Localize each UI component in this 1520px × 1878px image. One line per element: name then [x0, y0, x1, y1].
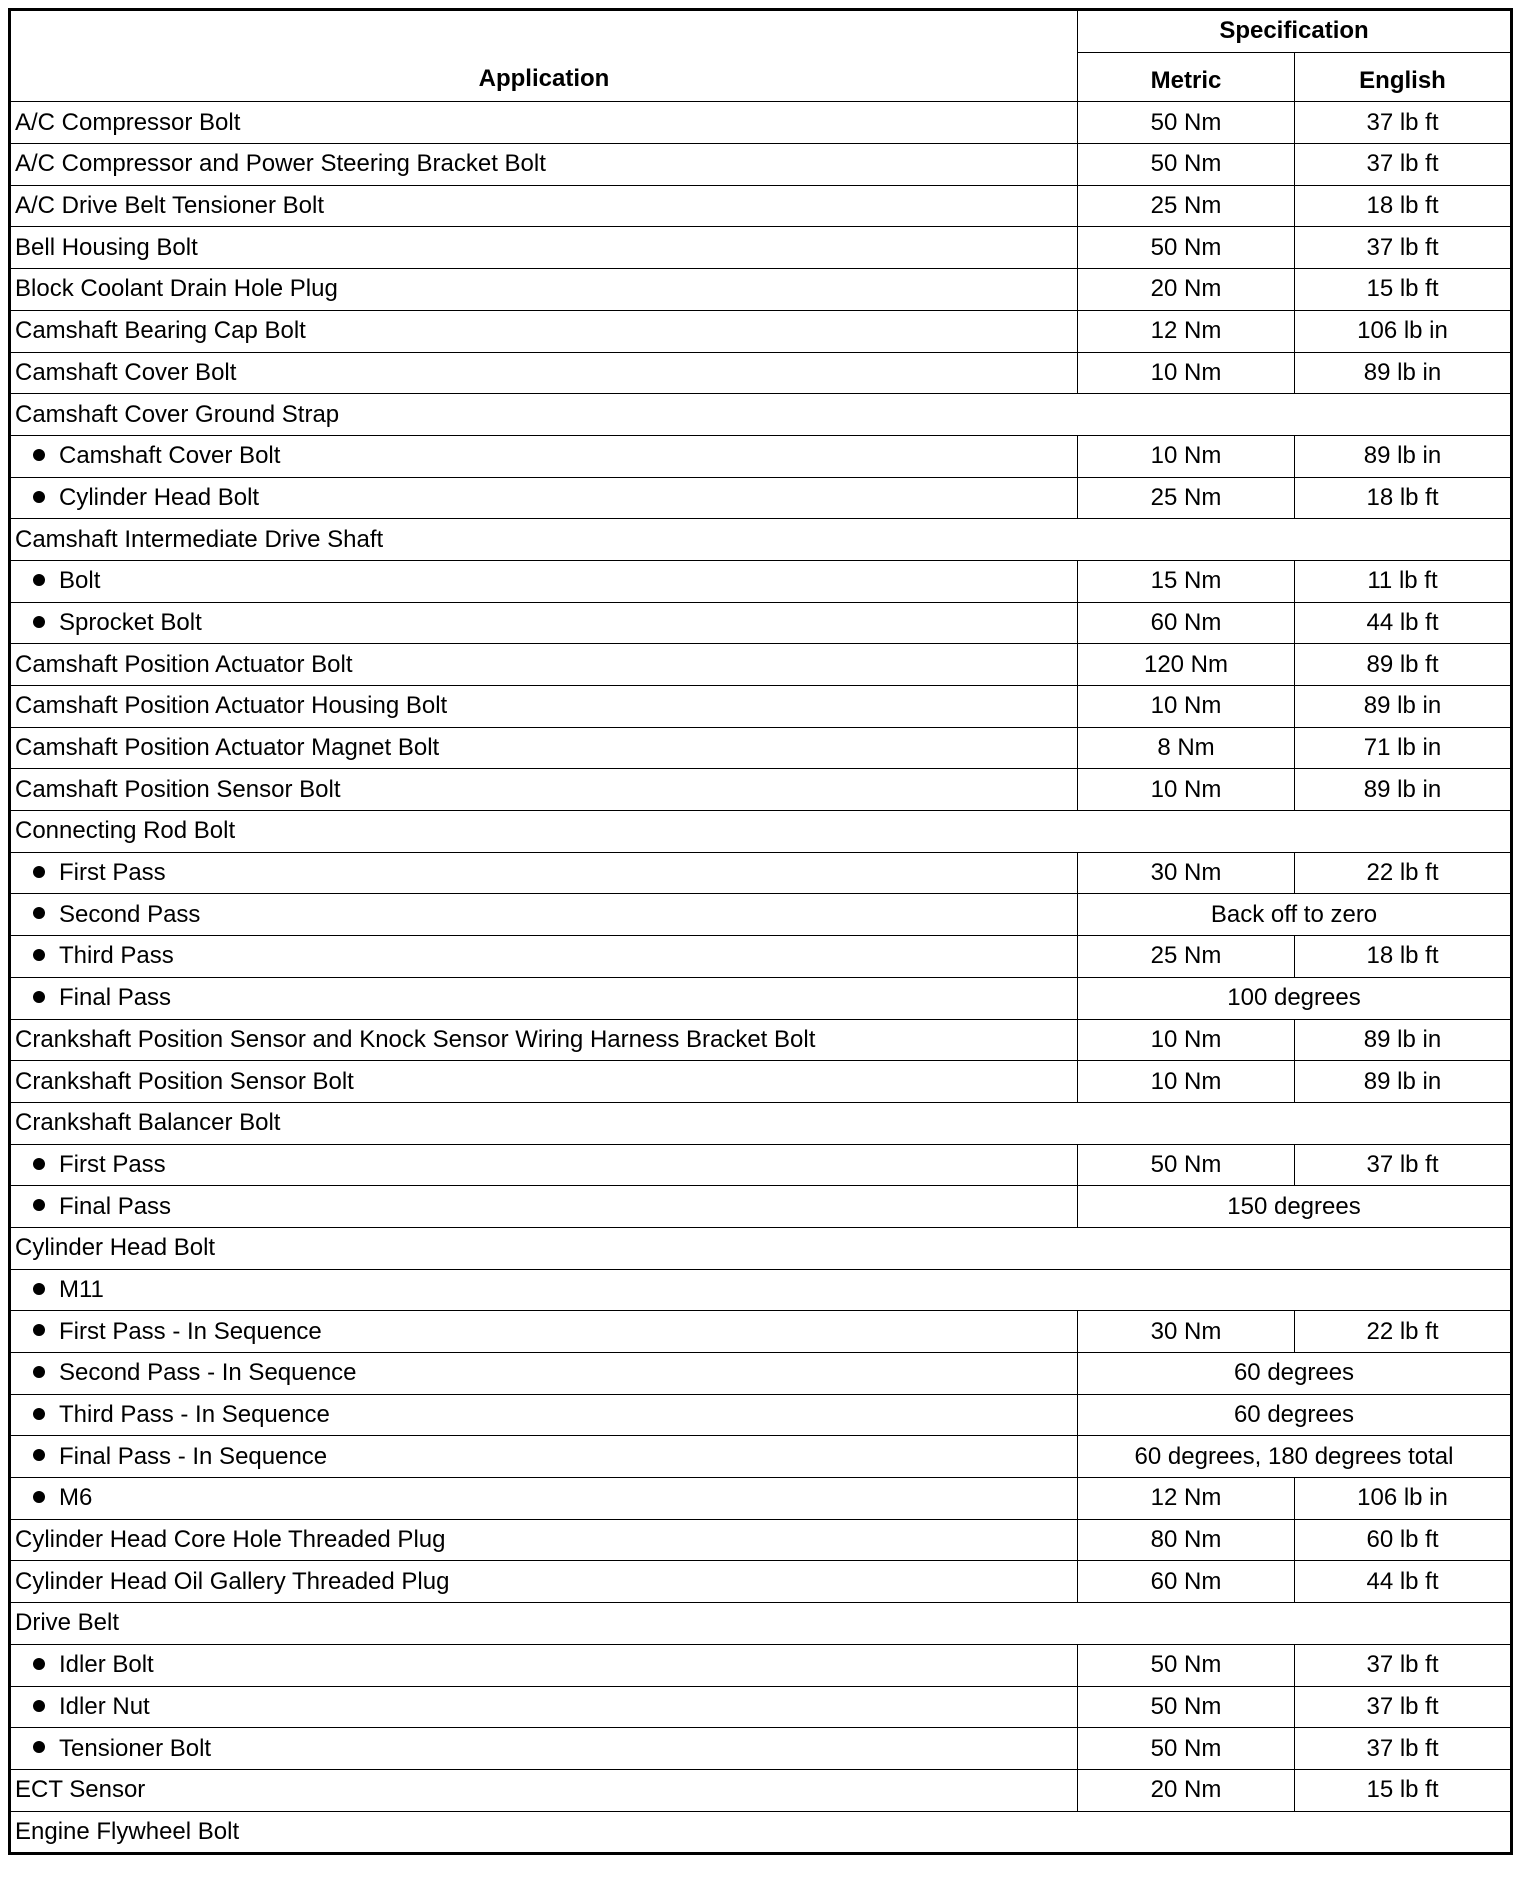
english-cell: 37 lb ft	[1295, 102, 1512, 144]
metric-cell: 50 Nm	[1078, 1144, 1295, 1186]
bullet-icon	[33, 1408, 45, 1420]
application-label: Cylinder Head Bolt	[15, 1234, 216, 1262]
table-row	[10, 269, 1512, 311]
table-row	[10, 686, 1512, 728]
application-cell	[10, 519, 1512, 561]
english-cell: 89 lb in	[1295, 1019, 1512, 1061]
application-cell	[10, 477, 1078, 519]
application-cell	[10, 1478, 1078, 1520]
english-cell: 18 lb ft	[1295, 936, 1512, 978]
metric-cell: 20 Nm	[1078, 1769, 1295, 1811]
english-cell: 37 lb ft	[1295, 1686, 1512, 1728]
table-row	[10, 1227, 1512, 1269]
bullet-icon	[33, 1199, 45, 1211]
application-cell	[10, 894, 1078, 936]
table-row	[10, 1436, 1512, 1478]
metric-cell: 60 Nm	[1078, 1561, 1295, 1603]
table-row	[10, 1353, 1512, 1395]
bullet-icon	[33, 1741, 45, 1753]
application-cell	[10, 394, 1512, 436]
metric-cell: 10 Nm	[1078, 435, 1295, 477]
application-cell	[10, 1811, 1512, 1854]
application-cell	[10, 1644, 1078, 1686]
application-cell	[10, 1353, 1078, 1395]
table-row	[10, 310, 1512, 352]
metric-cell: 20 Nm	[1078, 269, 1295, 311]
metric-cell: 25 Nm	[1078, 936, 1295, 978]
metric-cell: 30 Nm	[1078, 1311, 1295, 1353]
table-row	[10, 1061, 1512, 1103]
application-label: Crankshaft Position Sensor and Knock Sensor Wiring Harness Bracket Bolt	[15, 1025, 816, 1053]
application-label: Final Pass	[59, 984, 172, 1012]
table-row	[10, 602, 1512, 644]
english-cell: 15 lb ft	[1295, 269, 1512, 311]
application-cell	[10, 1227, 1512, 1269]
application-cell	[10, 102, 1078, 144]
application-label: Connecting Rod Bolt	[15, 817, 236, 845]
application-cell	[10, 1394, 1078, 1436]
table-row	[10, 185, 1512, 227]
application-label: Third Pass - In Sequence	[59, 1401, 330, 1429]
application-cell	[10, 1519, 1078, 1561]
metric-cell: 15 Nm	[1078, 560, 1295, 602]
english-cell: 71 lb in	[1295, 727, 1512, 769]
application-cell	[10, 1144, 1078, 1186]
application-cell	[10, 1102, 1512, 1144]
metric-cell: 50 Nm	[1078, 102, 1295, 144]
table-row	[10, 1311, 1512, 1353]
table-row	[10, 769, 1512, 811]
table-body	[10, 102, 1512, 1854]
english-cell: 37 lb ft	[1295, 1644, 1512, 1686]
application-cell	[10, 936, 1078, 978]
application-label: Second Pass - In Sequence	[59, 1359, 357, 1387]
english-cell: 89 lb in	[1295, 769, 1512, 811]
application-label: Final Pass - In Sequence	[59, 1442, 328, 1470]
metric-cell: 120 Nm	[1078, 644, 1295, 686]
application-cell	[10, 602, 1078, 644]
metric-cell: 30 Nm	[1078, 852, 1295, 894]
application-cell	[10, 1769, 1078, 1811]
torque-spec-table	[8, 8, 1513, 1855]
application-label: Sprocket Bolt	[59, 608, 202, 636]
english-cell: 89 lb in	[1295, 435, 1512, 477]
combined-spec-cell: 100 degrees	[1078, 977, 1512, 1019]
application-cell	[10, 1311, 1078, 1353]
metric-cell: 10 Nm	[1078, 1019, 1295, 1061]
metric-cell: 50 Nm	[1078, 144, 1295, 186]
english-cell: 89 lb in	[1295, 352, 1512, 394]
application-cell	[10, 185, 1078, 227]
table-row	[10, 1811, 1512, 1854]
application-label: Camshaft Position Sensor Bolt	[15, 775, 341, 803]
metric-cell: 8 Nm	[1078, 727, 1295, 769]
application-label: Idler Nut	[59, 1692, 150, 1720]
table-row	[10, 727, 1512, 769]
metric-cell: 50 Nm	[1078, 227, 1295, 269]
combined-spec-cell: 150 degrees	[1078, 1186, 1512, 1228]
application-cell	[10, 1436, 1078, 1478]
application-cell	[10, 1269, 1512, 1311]
header-row-top	[10, 10, 1512, 53]
combined-spec-cell: 60 degrees, 180 degrees total	[1078, 1436, 1512, 1478]
bullet-icon	[33, 1324, 45, 1336]
metric-cell: 50 Nm	[1078, 1686, 1295, 1728]
application-header: Application	[10, 10, 1078, 102]
application-cell	[10, 1728, 1078, 1770]
english-cell: 22 lb ft	[1295, 1311, 1512, 1353]
english-cell: 11 lb ft	[1295, 560, 1512, 602]
application-label: Cylinder Head Bolt	[59, 483, 260, 511]
english-cell: 89 lb in	[1295, 686, 1512, 728]
application-label: Camshaft Position Actuator Bolt	[15, 650, 353, 678]
bullet-icon	[33, 491, 45, 503]
english-cell: 44 lb ft	[1295, 602, 1512, 644]
application-label: Camshaft Intermediate Drive Shaft	[15, 525, 384, 553]
application-cell	[10, 811, 1512, 853]
table-row	[10, 1728, 1512, 1770]
application-cell	[10, 352, 1078, 394]
table-row	[10, 435, 1512, 477]
bullet-icon	[33, 949, 45, 961]
table-row	[10, 227, 1512, 269]
bullet-icon	[33, 574, 45, 586]
application-label: Third Pass	[59, 942, 174, 970]
bullet-icon	[33, 991, 45, 1003]
table-row	[10, 102, 1512, 144]
bullet-icon	[33, 1366, 45, 1378]
table-row	[10, 894, 1512, 936]
metric-cell: 80 Nm	[1078, 1519, 1295, 1561]
english-cell: 60 lb ft	[1295, 1519, 1512, 1561]
table-row	[10, 1394, 1512, 1436]
application-label: M6	[59, 1484, 93, 1512]
application-label: Second Pass	[59, 900, 201, 928]
application-cell	[10, 227, 1078, 269]
table-row	[10, 977, 1512, 1019]
metric-cell: 60 Nm	[1078, 602, 1295, 644]
english-cell: 37 lb ft	[1295, 144, 1512, 186]
application-cell	[10, 144, 1078, 186]
table-row	[10, 1144, 1512, 1186]
table-row	[10, 1603, 1512, 1645]
application-label: Bolt	[59, 567, 101, 595]
application-label: Tensioner Bolt	[59, 1734, 212, 1762]
english-cell: 89 lb in	[1295, 1061, 1512, 1103]
table-row	[10, 1269, 1512, 1311]
bullet-icon	[33, 907, 45, 919]
table-row	[10, 1644, 1512, 1686]
bullet-icon	[33, 1491, 45, 1503]
table-row	[10, 519, 1512, 561]
table-row	[10, 1478, 1512, 1520]
english-cell: 37 lb ft	[1295, 227, 1512, 269]
application-label: Crankshaft Position Sensor Bolt	[15, 1067, 354, 1095]
table-row	[10, 852, 1512, 894]
application-cell	[10, 1019, 1078, 1061]
application-cell	[10, 560, 1078, 602]
english-cell: 37 lb ft	[1295, 1144, 1512, 1186]
application-cell	[10, 1561, 1078, 1603]
application-label: Engine Flywheel Bolt	[15, 1817, 240, 1845]
specification-header: Specification	[1078, 10, 1512, 53]
bullet-icon	[33, 1449, 45, 1461]
english-header: English	[1295, 52, 1512, 102]
application-cell	[10, 1061, 1078, 1103]
english-cell: 18 lb ft	[1295, 477, 1512, 519]
application-label: Final Pass	[59, 1192, 172, 1220]
metric-cell: 10 Nm	[1078, 686, 1295, 728]
application-label: Cylinder Head Core Hole Threaded Plug	[15, 1526, 446, 1554]
metric-header: Metric	[1078, 52, 1295, 102]
combined-spec-cell: 60 degrees	[1078, 1353, 1512, 1395]
table-row	[10, 644, 1512, 686]
application-cell	[10, 435, 1078, 477]
table-row	[10, 1019, 1512, 1061]
application-label: Crankshaft Balancer Bolt	[15, 1109, 281, 1137]
application-label: Camshaft Cover Bolt	[15, 358, 237, 386]
table-row	[10, 1561, 1512, 1603]
application-cell	[10, 1686, 1078, 1728]
english-cell: 22 lb ft	[1295, 852, 1512, 894]
english-cell: 44 lb ft	[1295, 1561, 1512, 1603]
bullet-icon	[33, 1283, 45, 1295]
english-cell: 37 lb ft	[1295, 1728, 1512, 1770]
metric-cell: 25 Nm	[1078, 185, 1295, 227]
table-row	[10, 1102, 1512, 1144]
english-cell: 106 lb in	[1295, 310, 1512, 352]
application-cell	[10, 727, 1078, 769]
application-label: First Pass	[59, 859, 166, 887]
metric-cell: 12 Nm	[1078, 1478, 1295, 1520]
application-cell	[10, 644, 1078, 686]
table-row	[10, 560, 1512, 602]
application-label: A/C Compressor and Power Steering Bracket Bolt	[15, 150, 546, 178]
combined-spec-cell: 60 degrees	[1078, 1394, 1512, 1436]
application-label: Camshaft Position Actuator Magnet Bolt	[15, 734, 440, 762]
english-cell: 15 lb ft	[1295, 1769, 1512, 1811]
application-cell	[10, 977, 1078, 1019]
table-row	[10, 352, 1512, 394]
table-row	[10, 144, 1512, 186]
application-cell	[10, 310, 1078, 352]
application-cell	[10, 1603, 1512, 1645]
metric-cell: 10 Nm	[1078, 352, 1295, 394]
bullet-icon	[33, 1700, 45, 1712]
table-row	[10, 394, 1512, 436]
application-label: A/C Compressor Bolt	[15, 108, 241, 136]
application-cell	[10, 686, 1078, 728]
application-label: Camshaft Cover Ground Strap	[15, 400, 340, 428]
metric-cell: 25 Nm	[1078, 477, 1295, 519]
english-cell: 89 lb ft	[1295, 644, 1512, 686]
application-cell	[10, 1186, 1078, 1228]
application-label: Bell Housing Bolt	[15, 233, 198, 261]
application-label: Camshaft Bearing Cap Bolt	[15, 317, 306, 345]
application-label: ECT Sensor	[15, 1776, 146, 1804]
bullet-icon	[33, 449, 45, 461]
application-label: A/C Drive Belt Tensioner Bolt	[15, 192, 325, 220]
application-label: Idler Bolt	[59, 1651, 154, 1679]
table-row	[10, 1686, 1512, 1728]
table-row	[10, 1519, 1512, 1561]
application-label: Block Coolant Drain Hole Plug	[15, 275, 338, 303]
table-row	[10, 477, 1512, 519]
metric-cell: 10 Nm	[1078, 769, 1295, 811]
table-header	[10, 10, 1512, 102]
english-cell: 106 lb in	[1295, 1478, 1512, 1520]
metric-cell: 10 Nm	[1078, 1061, 1295, 1103]
english-cell: 18 lb ft	[1295, 185, 1512, 227]
application-cell	[10, 269, 1078, 311]
application-label: Camshaft Position Actuator Housing Bolt	[15, 692, 448, 720]
application-cell	[10, 852, 1078, 894]
bullet-icon	[33, 1158, 45, 1170]
application-cell	[10, 769, 1078, 811]
bullet-icon	[33, 616, 45, 628]
application-label: M11	[59, 1275, 104, 1303]
application-label: Camshaft Cover Bolt	[59, 442, 281, 470]
metric-cell: 12 Nm	[1078, 310, 1295, 352]
table-row	[10, 811, 1512, 853]
bullet-icon	[33, 866, 45, 878]
table-row	[10, 936, 1512, 978]
table-row	[10, 1769, 1512, 1811]
bullet-icon	[33, 1658, 45, 1670]
application-label: First Pass - In Sequence	[59, 1317, 322, 1345]
application-label: First Pass	[59, 1150, 166, 1178]
table-row	[10, 1186, 1512, 1228]
metric-cell: 50 Nm	[1078, 1644, 1295, 1686]
combined-spec-cell: Back off to zero	[1078, 894, 1512, 936]
application-label: Drive Belt	[15, 1609, 120, 1637]
application-label: Cylinder Head Oil Gallery Threaded Plug	[15, 1567, 450, 1595]
metric-cell: 50 Nm	[1078, 1728, 1295, 1770]
